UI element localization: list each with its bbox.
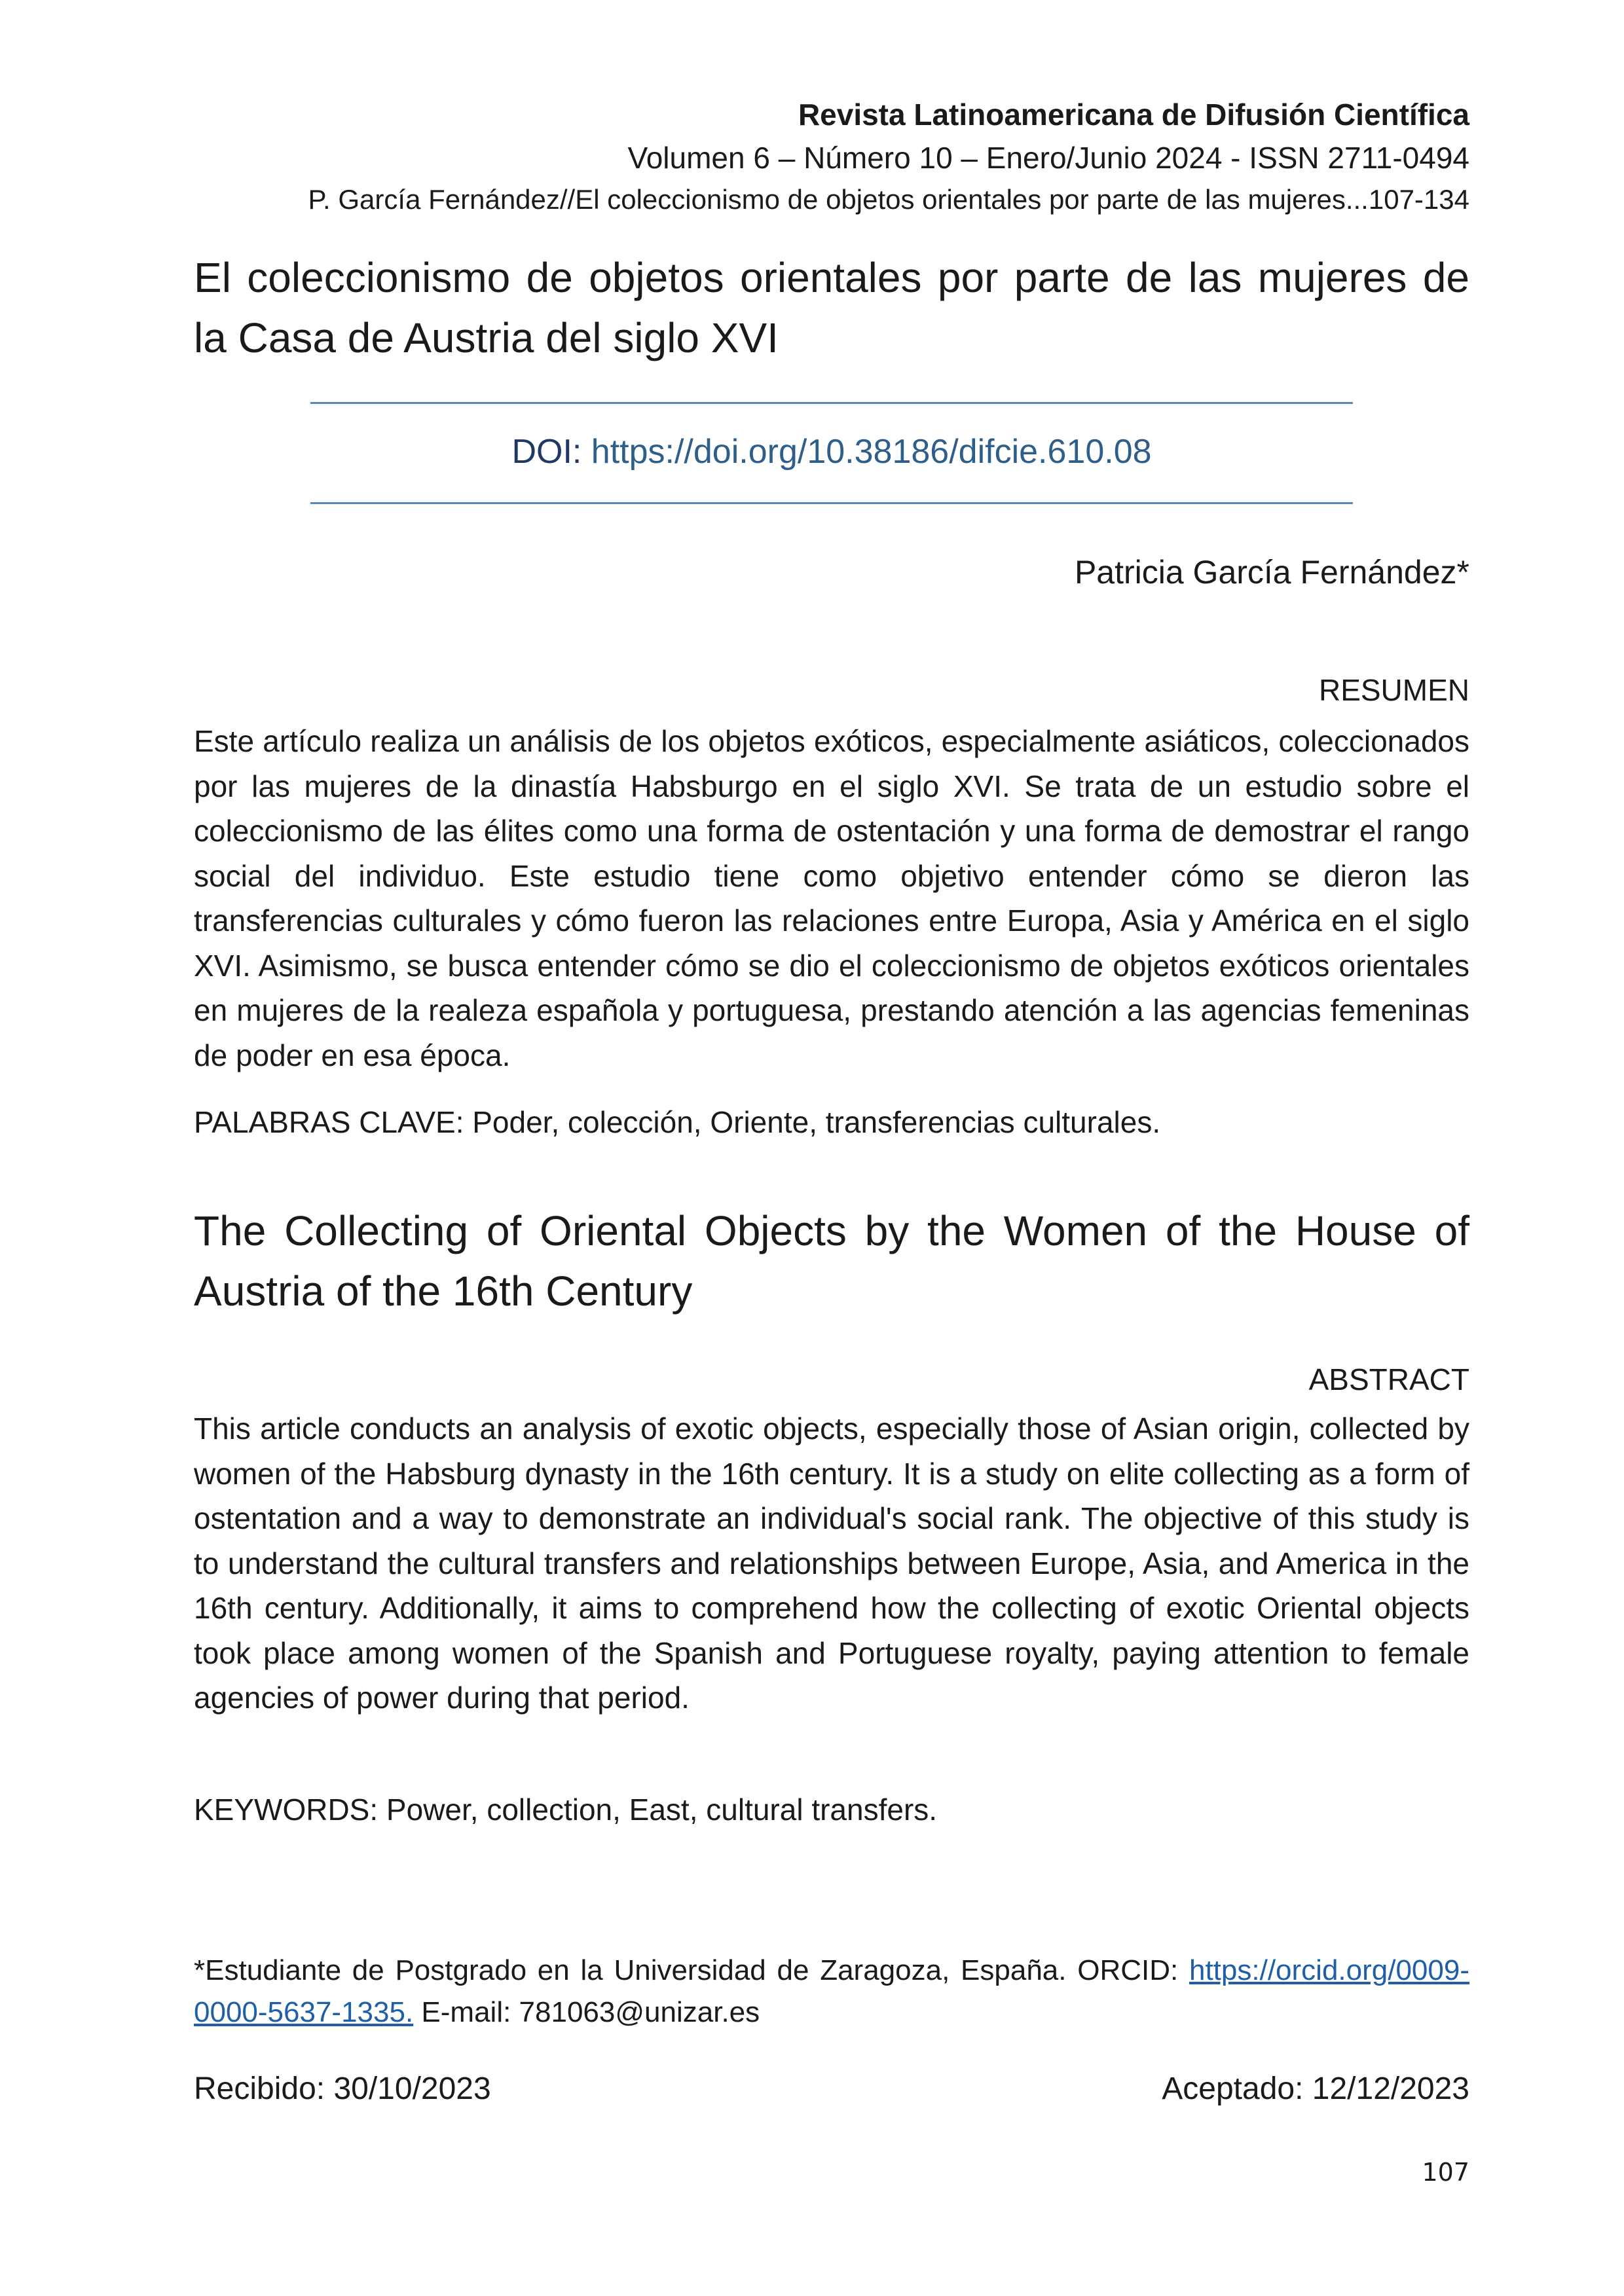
journal-header: [194, 93, 1469, 220]
received-date: Recibido: 30/10/2023: [194, 2071, 491, 2106]
abstract-heading: ABSTRACT: [1308, 1362, 1469, 1396]
running-head: P. García Fernández//El coleccionismo de objetos orientales por parte de las mujeres...107-134: [308, 184, 1469, 215]
title-english: The Collecting of Oriental Objects by the Women of the House of Austria of the 16th Century: [194, 1207, 1469, 1315]
title-spanish: El coleccionismo de objetos orientales por parte de las mujeres de la Casa de Austria del siglo XVI: [194, 254, 1469, 361]
resumen-heading: RESUMEN: [1318, 673, 1469, 707]
doi-divider-top: [310, 402, 1353, 404]
doi-link[interactable]: https://doi.org/10.38186/difcie.610.08: [591, 433, 1152, 471]
palabras-clave: PALABRAS CLAVE: Poder, colección, Oriente, transferencias culturales.: [194, 1105, 1161, 1139]
orcid-link[interactable]: https://orcid.org/0009-0000-5637-1335.: [194, 1954, 1469, 2028]
doi-label: DOI:: [511, 433, 582, 471]
author-footnote: [194, 1950, 1469, 2033]
submission-dates: [194, 2066, 1469, 2112]
doi-divider-bottom: [310, 502, 1353, 504]
journal-volume: Volumen 6 – Número 10 – Enero/Junio 2024 - ISSN 2711-0494: [627, 141, 1469, 175]
author-name: Patricia García Fernández*: [1074, 554, 1469, 591]
abstract-text: This article conducts an analysis of exotic objects, especially those of Asian origin, collected by women of the Habsburg dynasty in the 16th century. It is a study on elite collecting as a form of ostentation and a way to demonstrate an individual's social rank. The objective of this study is to understand the cultural transfers and relationships between Europe, Asia, and America in the 16th century. Additionally, it aims to comprehend how the collecting of exotic Oriental objects took place among women of the Spanish and Portuguese royalty, paying attention to female agencies of power during that period.: [194, 1412, 1469, 1715]
resumen-text: Este artículo realiza un análisis de los objetos exóticos, especialmente asiáticos, coleccionados por las mujeres de la dinastía Habsburgo en el siglo XVI. Se trata de un estudio sobre el coleccionismo de las élites como una forma de ostentación y una forma de demostrar el rango social del individuo. Este estudio tiene como objetivo entender cómo se dieron las transferencias culturales y cómo fueron las relaciones entre Europa, Asia y América en el siglo XVI. Asimismo, se busca entender cómo se dio el coleccionismo de objetos exóticos orientales en mujeres de la realeza española y portuguesa, prestando atención a las agencias femeninas de poder en esa época.: [194, 724, 1469, 1072]
accepted-date: Aceptado: 12/12/2023: [1162, 2071, 1469, 2106]
footnote-text: *Estudiante de Postgrado en la Universidad de Zaragoza, España. ORCID:: [194, 1954, 1179, 1986]
journal-name: Revista Latinoamericana de Difusión Científica: [798, 98, 1469, 132]
page-number: 107: [1422, 2158, 1469, 2187]
keywords: KEYWORDS: Power, collection, East, cultural transfers.: [194, 1793, 938, 1827]
doi-line: [310, 427, 1353, 477]
footnote-email: E-mail: 781063@unizar.es: [421, 1996, 760, 2028]
